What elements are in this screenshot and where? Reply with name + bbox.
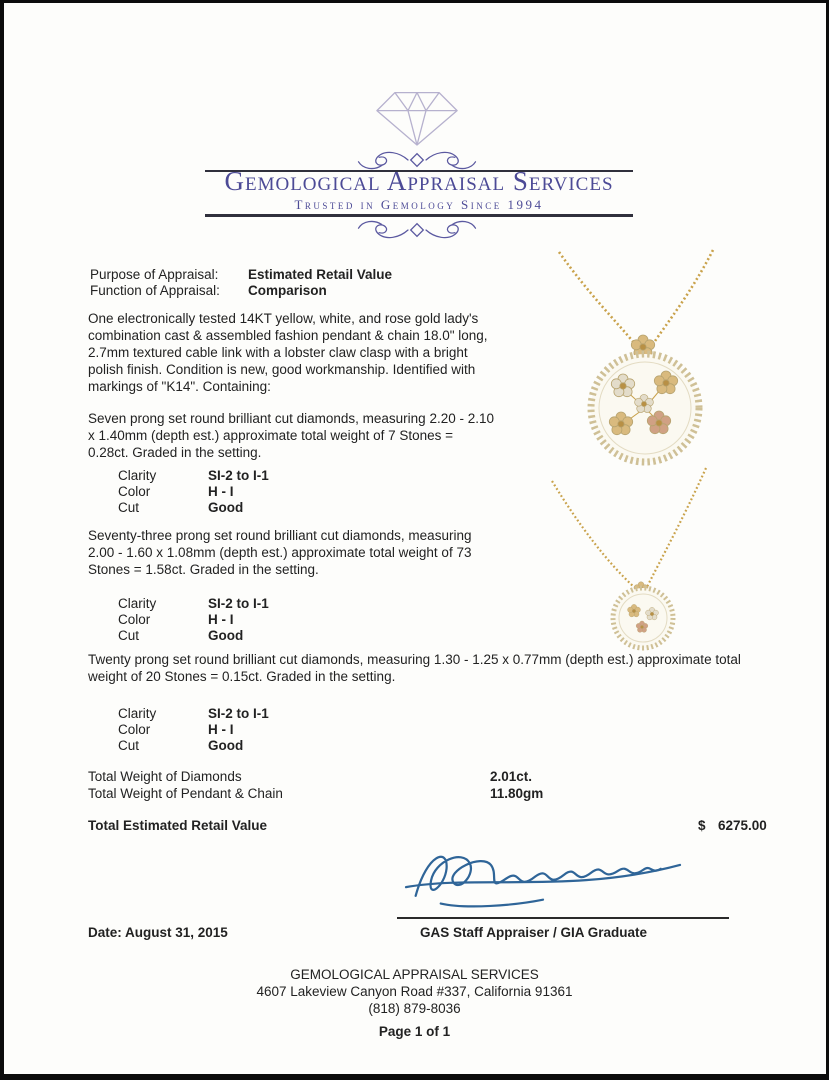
pendant-necklace-photo-bottom [548,465,718,655]
grading-row [118,722,269,738]
totals-block [88,768,543,802]
stone-paragraph-2: Seventy-three prong set round brilliant cut diamonds, measuring 2.00 - 1.60 x 1.08mm (depth est.) approximate total weight of 73 Stones = 1.58ct. Graded in the setting. [88,528,472,577]
page-number: Page 1 of 1 [378,1024,451,1039]
grading-label: Color [118,612,151,627]
grading-value: SI-2 to I-1 [208,468,269,483]
grading-value: SI-2 to I-1 [208,596,269,611]
total-diamonds-value: 2.01ct. [490,769,533,784]
function-row [90,283,392,299]
grading-label: Cut [118,500,140,515]
grading-row [118,706,269,722]
purpose-label: Purpose of Appraisal: [90,267,219,282]
grading-value: H - I [208,722,234,737]
appraisal-meta [90,267,392,299]
grading-row [118,596,269,612]
grading-row [118,500,269,516]
grading-row [118,738,269,754]
purpose-row [90,267,392,283]
grading-table-1 [118,468,269,516]
total-diamonds-row [88,768,543,785]
function-value: Comparison [248,283,327,298]
total-pendant-row [88,785,543,802]
item-description: One electronically tested 14KT yellow, white, and rose gold lady's combination cast & assembled fashion pendant & chain 18.0" long, 2.7mm textured cable link with a lobster claw clasp with a bright polish finish. Condition is new, good workmanship. Identified with markings of "K14". Containing: [88,311,488,394]
header-rule-bottom [205,214,633,217]
retail-value: 6275.00 [718,818,767,833]
purpose-value: Estimated Retail Value [248,267,393,282]
page-border-left [0,0,4,1080]
grading-value: Good [208,628,244,643]
function-label: Function of Appraisal: [90,283,220,298]
grading-label: Color [118,722,151,737]
footer-address: 4607 Lakeview Canyon Road #337, California 91361 [256,984,573,999]
grading-label: Clarity [118,706,157,721]
company-tagline: Trusted in Gemology Since 1994 [294,197,544,212]
grading-value: SI-2 to I-1 [208,706,269,721]
retail-value-label: Total Estimated Retail Value [88,818,268,833]
grading-label: Cut [118,738,140,753]
grading-value: Good [208,500,244,515]
grading-row [118,628,269,644]
appraisal-date: Date: August 31, 2015 [88,925,228,940]
grading-label: Clarity [118,468,157,483]
total-diamonds-label: Total Weight of Diamonds [88,769,242,784]
grading-row [118,612,269,628]
retail-currency: $ [698,818,706,833]
grading-label: Color [118,484,151,499]
footer-phone: (818) 879-8036 [368,1001,461,1016]
flourish-ornament-icon [354,218,480,242]
signature-line [397,917,729,919]
appraiser-signature-icon [393,836,693,918]
grading-value: H - I [208,612,234,627]
page-border-bottom [0,1074,829,1080]
grading-value: Good [208,738,244,753]
pendant-necklace-photo-top [553,248,733,473]
grading-table-2 [118,596,269,644]
grading-value: H - I [208,484,234,499]
total-pendant-label: Total Weight of Pendant & Chain [88,786,283,801]
grading-row [118,484,269,500]
stone-paragraph-1: Seven prong set round brilliant cut diamonds, measuring 2.20 - 2.10 x 1.40mm (depth est.) approximate total weight of 7 Stones = 0.28ct. Graded in the setting. [88,411,494,460]
stone-paragraph-3: Twenty prong set round brilliant cut diamonds, measuring 1.30 - 1.25 x 0.77mm (depth est.) approximate total weight of 20 Stones = 0.15ct. Graded in the setting. [88,652,741,684]
page-border-top [0,0,829,3]
grading-label: Clarity [118,596,157,611]
appraiser-title: GAS Staff Appraiser / GIA Graduate [420,925,648,940]
company-name: Gemological Appraisal Services [224,166,614,196]
diamond-logo-icon [372,86,462,150]
grading-label: Cut [118,628,140,643]
grading-row [118,468,269,484]
grading-table-3 [118,706,269,754]
footer-company: GEMOLOGICAL APPRAISAL SERVICES [290,967,539,982]
total-pendant-value: 11.80gm [490,786,544,801]
